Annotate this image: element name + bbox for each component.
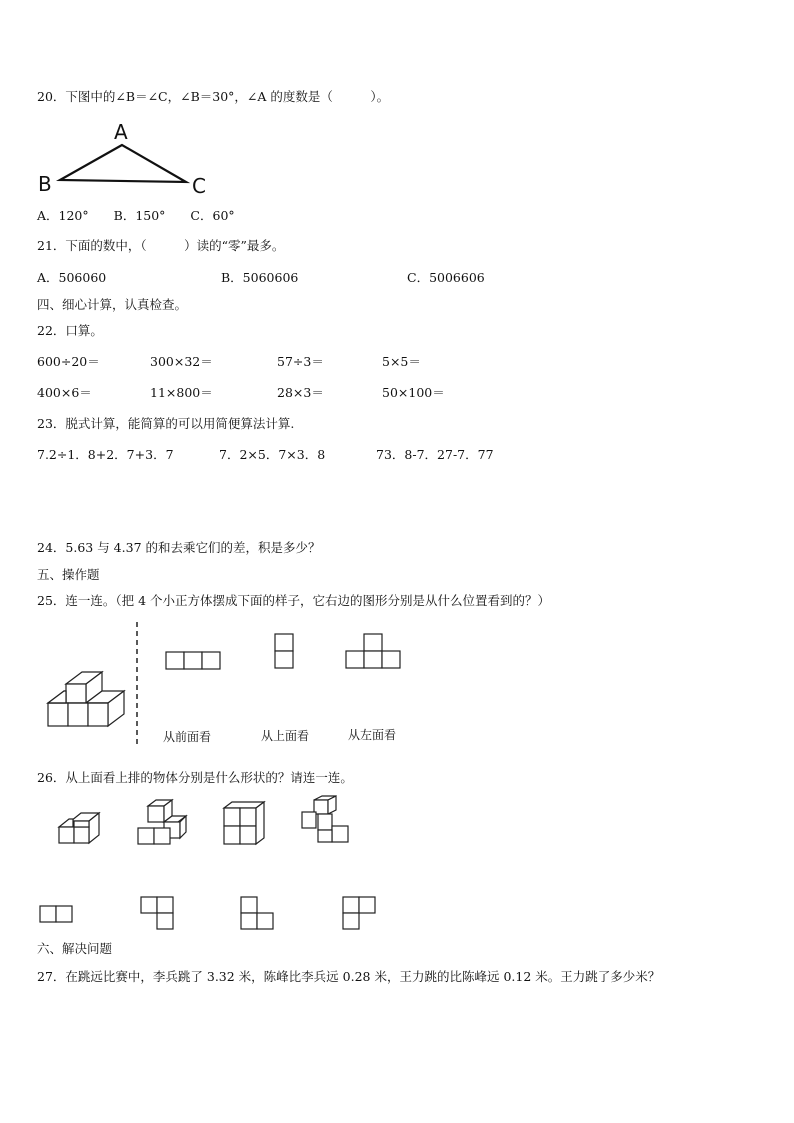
q25-cube-stack-figure bbox=[44, 668, 134, 738]
divider-dashed-line bbox=[135, 622, 139, 746]
q26-object-4 bbox=[300, 796, 356, 848]
q26-top-view-step-shape bbox=[240, 896, 280, 936]
q26-object-3 bbox=[220, 800, 270, 848]
q24-stem: 24．5.63 与 4.37 的和去乘它们的差，积是多少？ bbox=[37, 540, 321, 555]
q20-stem: 20．下图中的∠B＝∠C，∠B＝30°，∠A 的度数是（ ）。 bbox=[37, 89, 390, 104]
q21-option-a: A．506060 bbox=[37, 270, 107, 285]
mental-calc-item: 57÷3＝ bbox=[277, 354, 324, 369]
mental-calc-item: 5×5＝ bbox=[382, 354, 421, 369]
caption-top-view: 从上面看 bbox=[261, 729, 310, 743]
q26-stem: 26．从上面看上排的物体分别是什么形状的？请连一连。 bbox=[37, 770, 353, 785]
q26-object-1 bbox=[57, 811, 107, 851]
q26-top-view-reverse-l-shape bbox=[342, 896, 382, 936]
mental-calc-item: 400×6＝ bbox=[37, 385, 92, 400]
caption-front-view: 从前面看 bbox=[163, 730, 212, 744]
section-6-heading: 六、解决问题 bbox=[37, 941, 113, 956]
q26-object-2 bbox=[136, 800, 192, 848]
q21-option-c: C．5006606 bbox=[407, 270, 485, 285]
caption-left-view: 从左面看 bbox=[348, 728, 397, 742]
q23-expression-1: 7.2÷1．8+2．7+3．7 bbox=[37, 447, 174, 462]
vertex-label-c: C bbox=[192, 174, 206, 198]
q23-expression-3: 73．8-7．27-7．77 bbox=[376, 447, 494, 462]
view-shape-three-in-row bbox=[165, 651, 225, 671]
q22-stem: 22．口算。 bbox=[37, 323, 103, 338]
view-shape-vertical-two bbox=[274, 633, 296, 673]
q26-top-view-l-shape bbox=[140, 896, 180, 936]
mental-calc-item: 11×800＝ bbox=[150, 385, 213, 400]
q25-stem: 25．连一连。（把 4 个小正方体摆成下面的样子，它右边的图形分别是从什么位置看到的？） bbox=[37, 593, 551, 608]
q20-options: A．120° B．150° C．60° bbox=[37, 208, 235, 223]
q23-stem: 23．脱式计算，能简算的可以用简便算法计算. bbox=[37, 416, 295, 431]
q21-option-b: B．5060606 bbox=[221, 270, 299, 285]
section-5-heading: 五、操作题 bbox=[37, 567, 100, 582]
mental-calc-item: 50×100＝ bbox=[382, 385, 445, 400]
vertex-label-a: A bbox=[114, 120, 128, 144]
section-4-heading: 四、细心计算，认真检查。 bbox=[37, 297, 188, 312]
q26-top-view-two-horizontal bbox=[39, 905, 79, 927]
vertex-label-b: B bbox=[38, 172, 52, 196]
mental-calc-item: 300×32＝ bbox=[150, 354, 213, 369]
view-shape-t-shape bbox=[345, 633, 405, 673]
q21-stem: 21．下面的数中，（ ）读的“零”最多。 bbox=[37, 238, 285, 253]
mental-calc-item: 28×3＝ bbox=[277, 385, 324, 400]
mental-calc-item: 600÷20＝ bbox=[37, 354, 100, 369]
q27-stem: 27．在跳远比赛中，李兵跳了 3.32 米，陈峰比李兵远 0.28 米，王力跳的比陈峰远 0.12 米。王力跳了多少米？ bbox=[37, 969, 661, 984]
q23-expression-2: 7．2×5．7×3．8 bbox=[219, 447, 326, 462]
